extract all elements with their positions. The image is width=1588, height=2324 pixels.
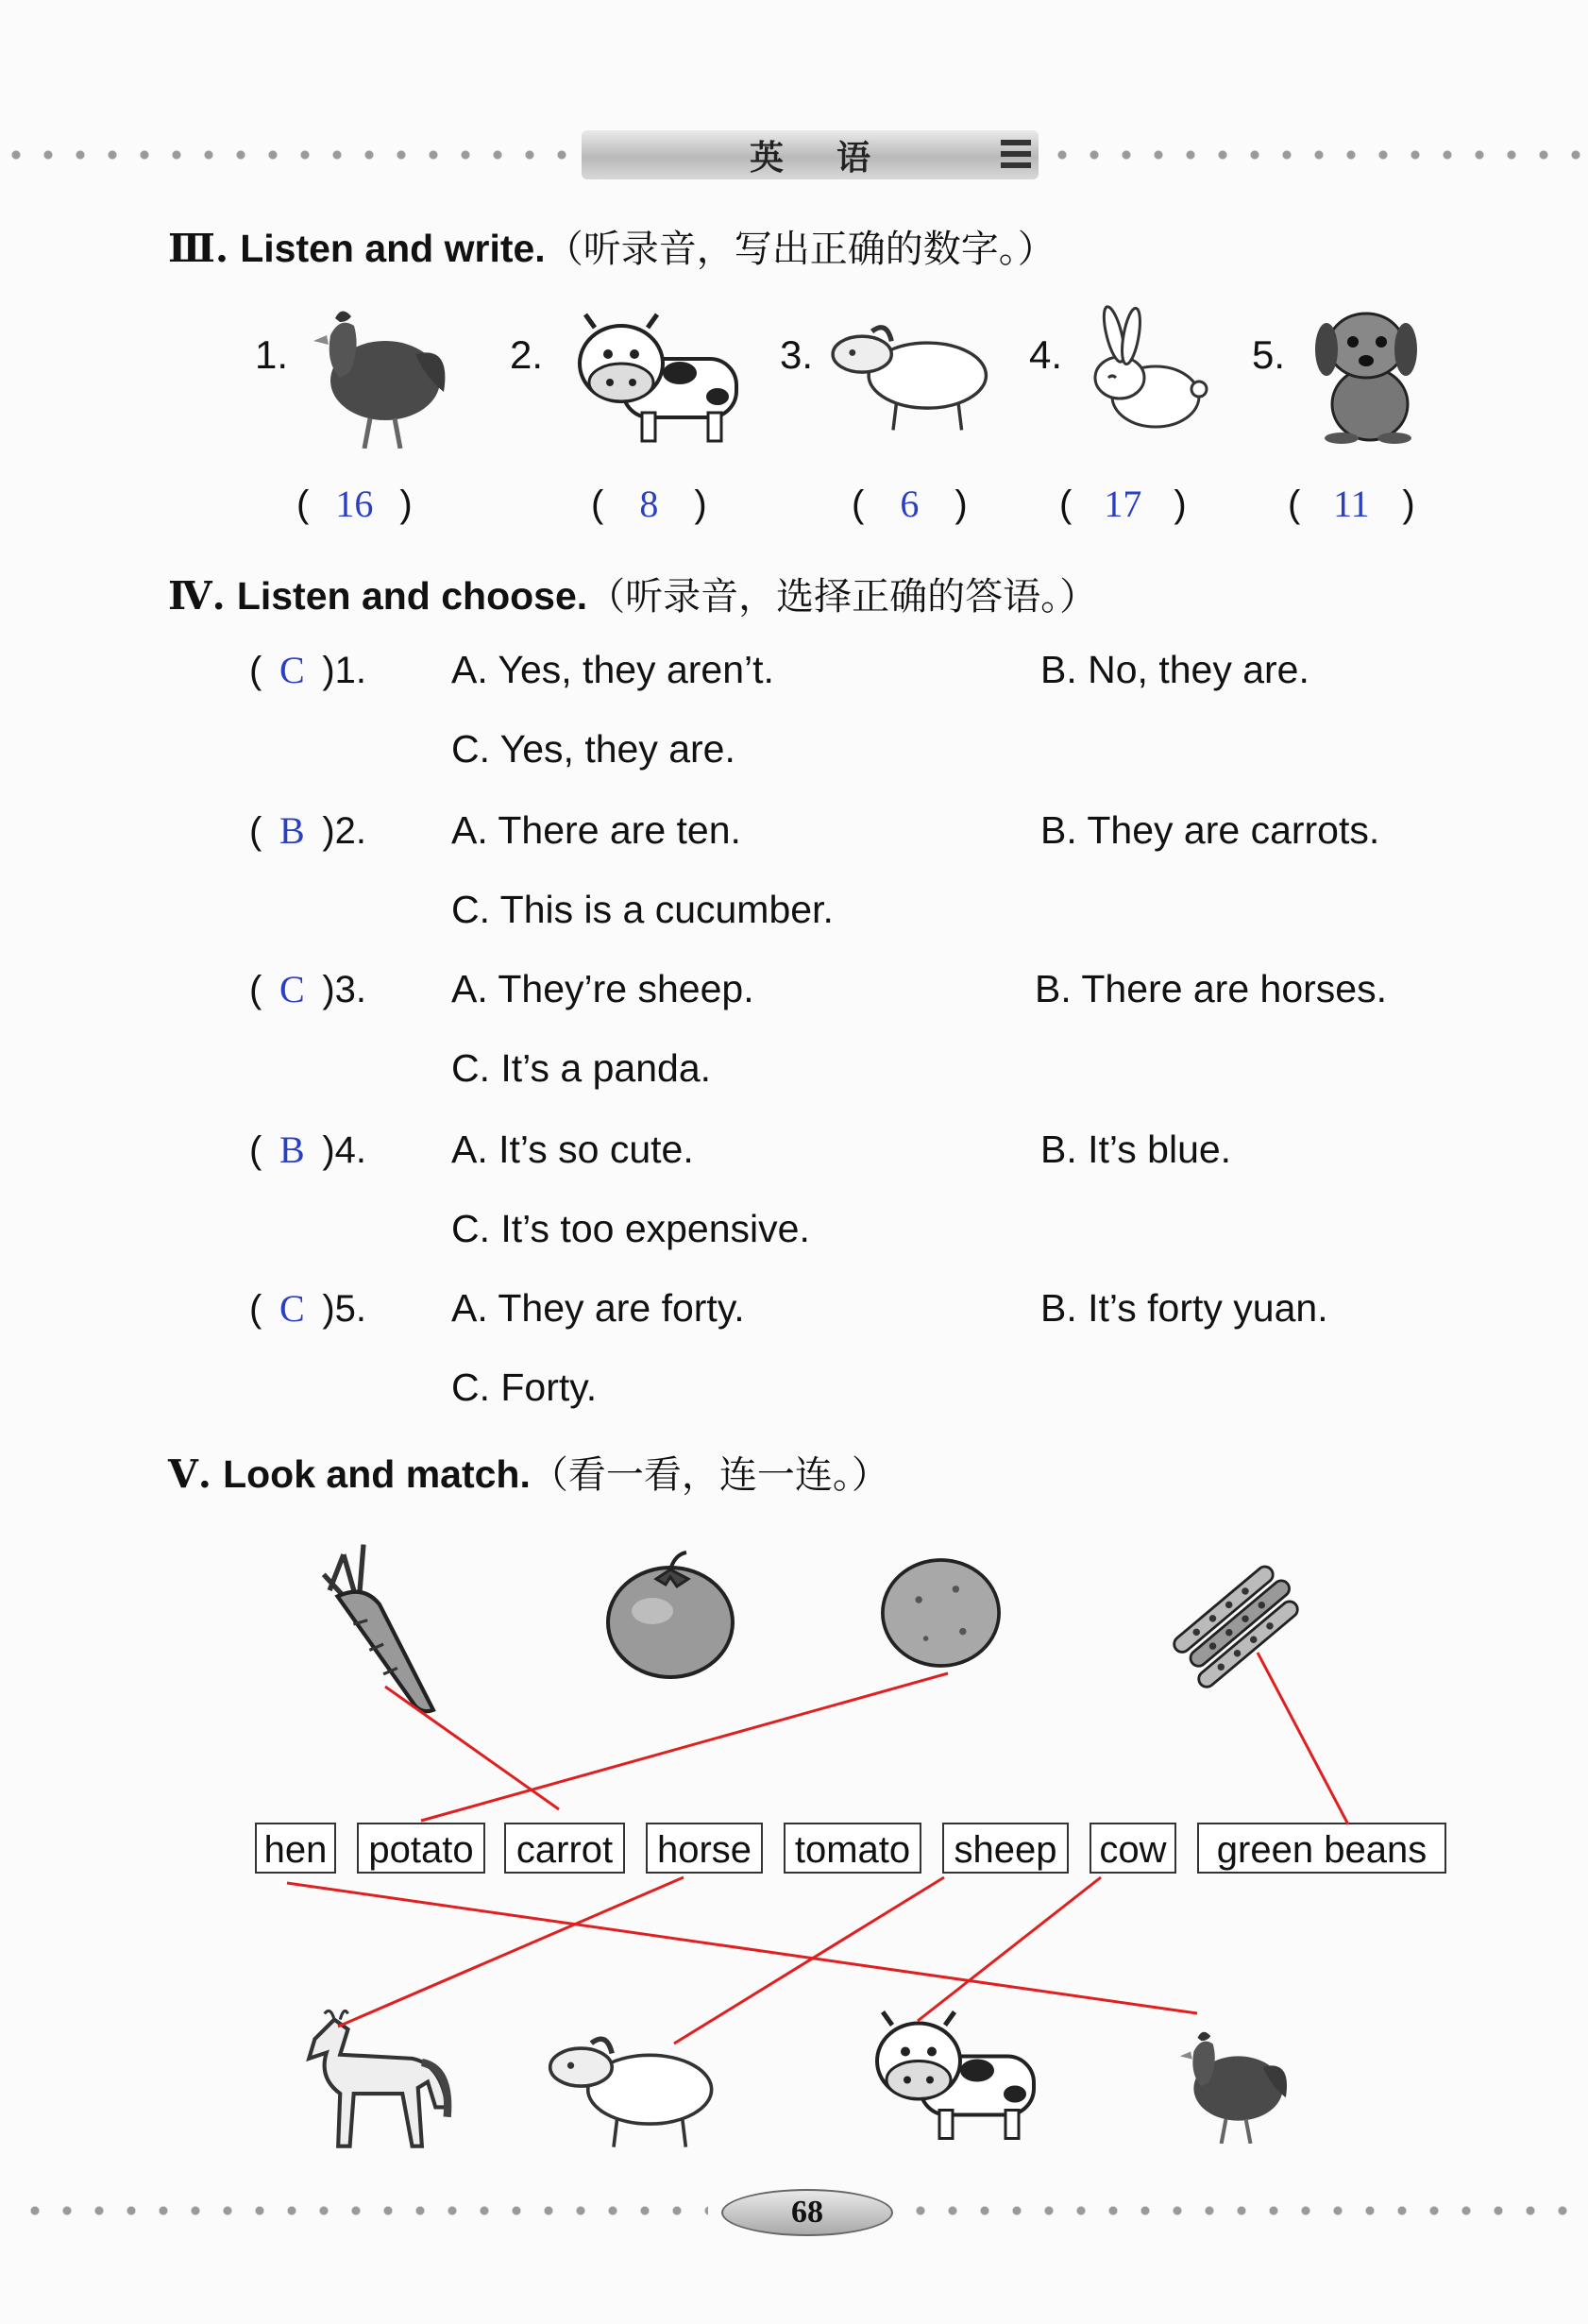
section-4-instruction: （听录音，选择正确的答语。） — [587, 575, 1098, 619]
hen-icon — [1171, 2021, 1293, 2144]
rabbit-icon — [1076, 302, 1208, 444]
section-3-instruction: （听录音，写出正确的数字。） — [545, 228, 1056, 271]
answer-text: 6 — [900, 483, 920, 525]
option-c: C. Yes, they are. — [451, 727, 735, 771]
option-c: C. Forty. — [451, 1366, 598, 1409]
tomato-icon — [600, 1541, 741, 1683]
bookshelf-icon — [999, 132, 1035, 178]
question-answer-blank: ( C )3. — [249, 968, 367, 1010]
option-b: B. There are horses. — [1035, 967, 1387, 1010]
match-line-cow — [918, 1877, 1101, 2021]
answer-text: C — [279, 1287, 305, 1330]
section-4-heading — [168, 567, 1097, 620]
question-answer-blank: ( C )1. — [249, 649, 367, 691]
horse-icon — [274, 2000, 453, 2156]
word-box-hen: hen — [255, 1823, 336, 1874]
section-5-roman: Ⅴ. — [168, 1451, 212, 1497]
header-dots-left — [0, 148, 566, 161]
item-number: 2. — [510, 332, 544, 377]
word-box-horse: horse — [646, 1823, 763, 1874]
answer-text: B — [279, 809, 305, 852]
section-3-heading — [168, 219, 1056, 273]
word-box-potato: potato — [357, 1823, 485, 1874]
question-number: 2. — [334, 810, 367, 852]
header-banner — [582, 130, 1039, 179]
answer-blank: ( 11 ) — [1288, 483, 1415, 525]
question-number: 4. — [334, 1129, 367, 1171]
subject-title: 英语 — [749, 138, 923, 178]
green-beans-icon — [1157, 1549, 1308, 1690]
answer-text: B — [279, 1128, 305, 1171]
question-answer-blank: ( B )2. — [249, 809, 367, 852]
option-b: B. It’s forty yuan. — [1040, 1286, 1328, 1330]
cow-icon — [566, 307, 755, 449]
question-answer-blank: ( C )5. — [249, 1287, 367, 1330]
section-3-title: Listen and write. — [240, 227, 546, 270]
question-number: 3. — [334, 969, 367, 1010]
option-b: B. No, they are. — [1040, 648, 1309, 691]
word-box-sheep: sheep — [942, 1823, 1069, 1874]
option-c: C. This is a cucumber. — [451, 888, 834, 931]
answer-text: 17 — [1104, 483, 1142, 525]
section-5-heading — [168, 1445, 889, 1499]
option-b: B. It’s blue. — [1040, 1128, 1232, 1171]
answer-blank: ( 17 ) — [1059, 483, 1187, 525]
option-a: A. They’re sheep. — [451, 967, 754, 1010]
hen-icon — [302, 297, 453, 449]
match-line-potato — [421, 1673, 948, 1821]
item-number: 3. — [780, 332, 814, 377]
option-a: A. Yes, they aren’t. — [451, 648, 774, 691]
section-5-instruction: （看一看，连一连。） — [530, 1453, 889, 1497]
word-box-carrot: carrot — [504, 1823, 625, 1874]
word-box-cow: cow — [1090, 1823, 1176, 1874]
item-number: 4. — [1029, 332, 1063, 377]
answer-blank: ( 16 ) — [296, 483, 413, 525]
page-number-badge — [721, 2189, 893, 2236]
potato-icon — [872, 1547, 1009, 1679]
section-3-roman: Ⅲ. — [168, 226, 229, 271]
answer-text: 11 — [1333, 483, 1370, 525]
item-number: 5. — [1252, 332, 1286, 377]
footer-dots-right — [904, 2204, 1569, 2217]
page-number: 68 — [791, 2195, 823, 2230]
cow-icon — [864, 2002, 1053, 2148]
option-a: A. It’s so cute. — [451, 1128, 694, 1171]
dog-icon — [1308, 302, 1430, 444]
match-line-hen — [287, 1883, 1197, 2013]
header-dots-right — [1046, 148, 1588, 161]
answer-text: C — [279, 649, 305, 691]
question-answer-blank: ( B )4. — [249, 1128, 367, 1171]
option-c: C. It’s a panda. — [451, 1046, 712, 1090]
answer-text: 16 — [335, 483, 374, 525]
answer-blank: ( 8 ) — [591, 483, 707, 525]
word-box-tomato: tomato — [784, 1823, 921, 1874]
answer-text: 8 — [639, 483, 659, 525]
word-box-green-beans: green beans — [1197, 1823, 1446, 1874]
option-c: C. It’s too expensive. — [451, 1207, 810, 1250]
answer-blank: ( 6 ) — [852, 483, 968, 525]
sheep-icon — [538, 2021, 727, 2153]
sheep-icon — [821, 312, 1001, 434]
carrot-icon — [283, 1535, 444, 1714]
item-number: 1. — [255, 332, 289, 377]
section-4-roman: Ⅳ. — [168, 573, 226, 619]
option-a: A. They are forty. — [451, 1286, 745, 1330]
section-4-title: Listen and choose. — [236, 574, 588, 618]
option-b: B. They are carrots. — [1040, 808, 1380, 852]
footer-dots-left — [19, 2204, 708, 2217]
question-number: 5. — [334, 1288, 367, 1330]
option-a: A. There are ten. — [451, 808, 741, 852]
answer-text: C — [279, 968, 305, 1010]
section-5-title: Look and match. — [223, 1452, 531, 1496]
question-number: 1. — [334, 650, 367, 691]
